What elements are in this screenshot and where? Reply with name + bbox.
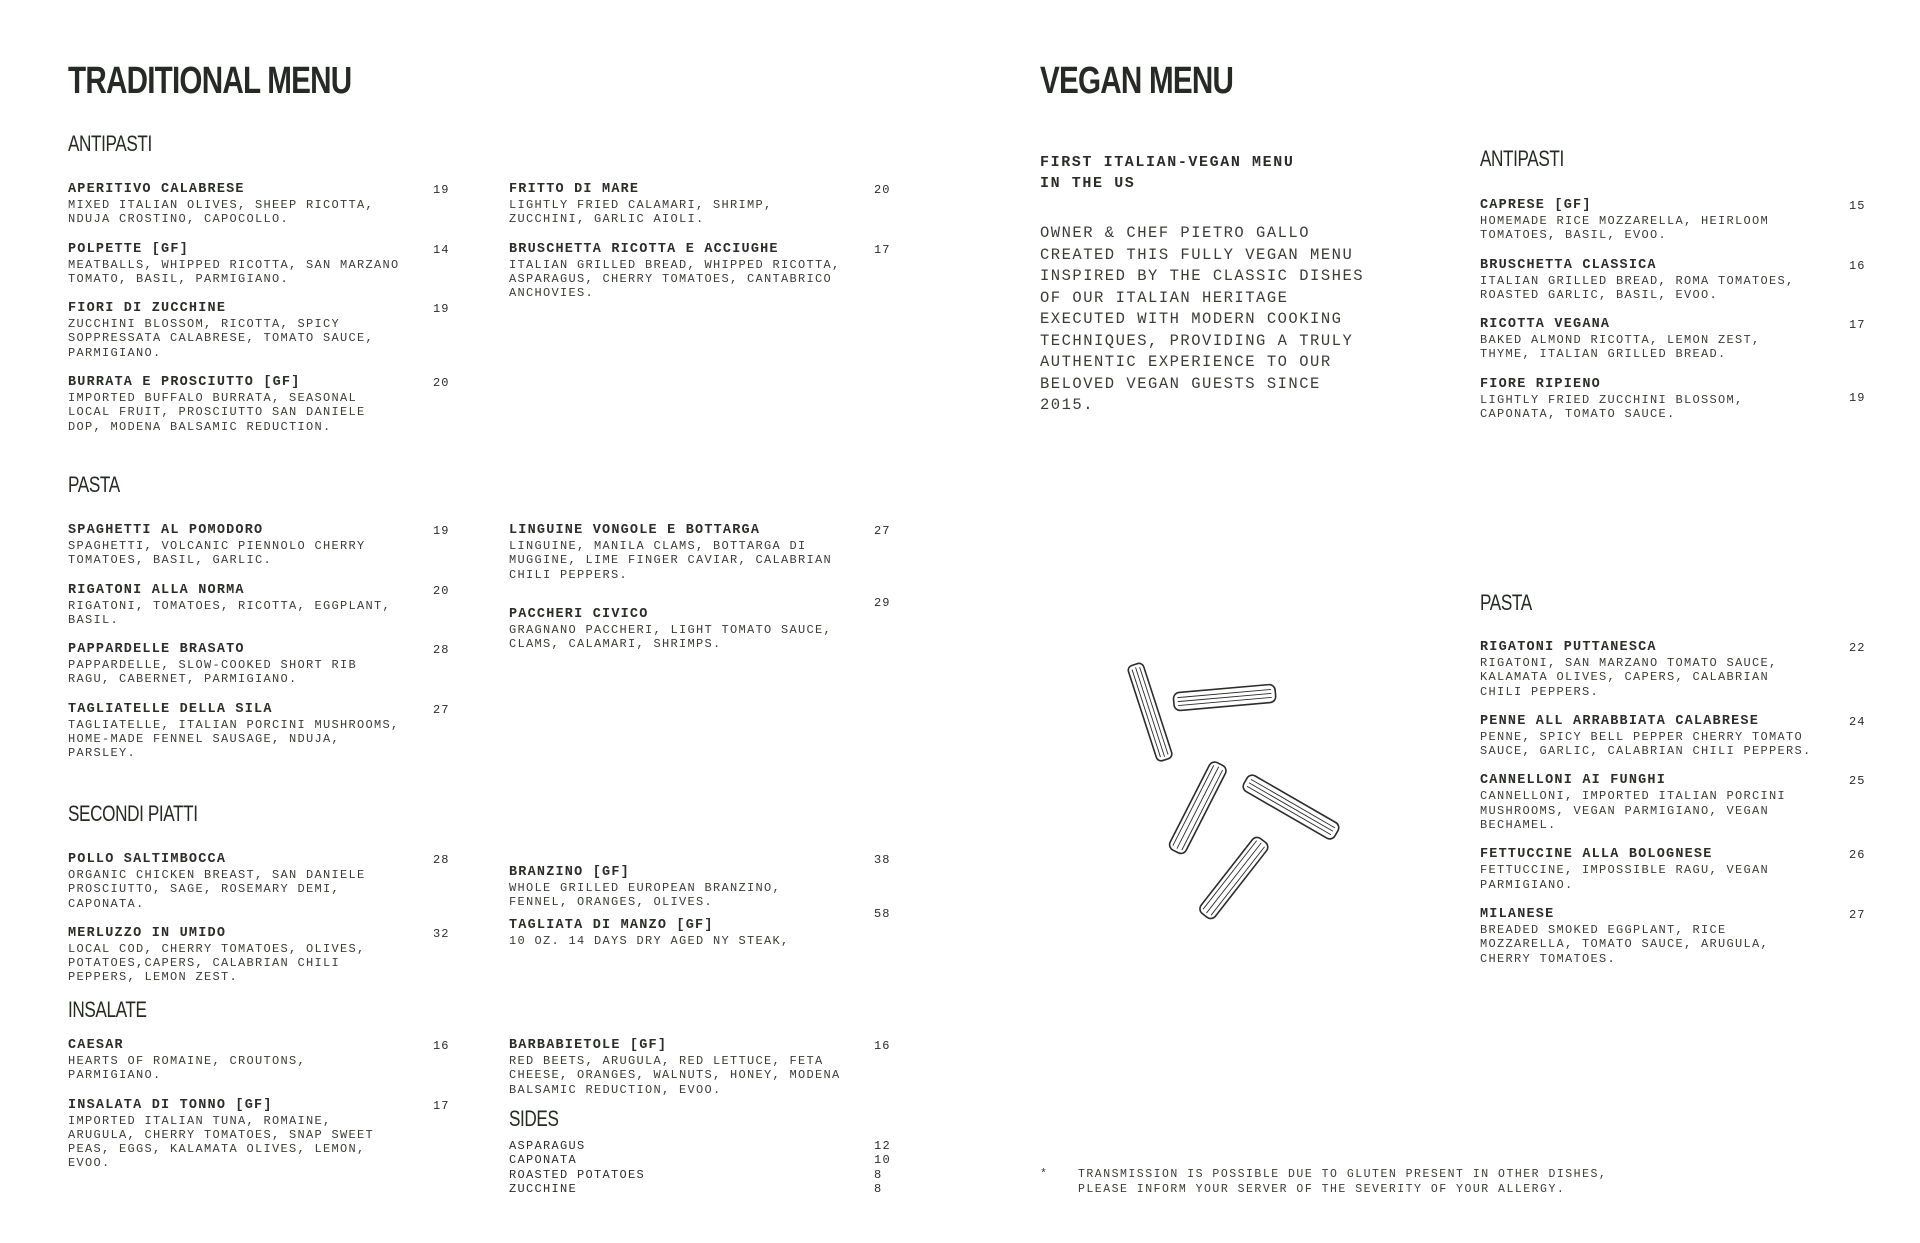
item-desc: MIXED ITALIAN OLIVES, SHEEP RICOTTA, NDUJA CROSTINO, CAPOCOLLO. bbox=[68, 198, 375, 227]
menu-item bbox=[68, 1098, 453, 1171]
vegan-pasta-list bbox=[1480, 640, 1865, 981]
trad-antipasti-col1 bbox=[68, 182, 453, 449]
item-desc: IMPORTED ITALIAN TUNA, ROMAINE, ARUGULA, CHERRY TOMATOES, SNAP SWEET PEAS, EGGS, KALAMATA OLIVES, LEMON, EVOO. bbox=[68, 1113, 375, 1171]
item-price: 19 bbox=[433, 302, 450, 317]
vegan-antipasti-list bbox=[1480, 198, 1865, 436]
item-name: FRITTO DI MARE bbox=[509, 182, 640, 197]
side-name: ZUCCHINE bbox=[509, 1181, 578, 1196]
menu-item bbox=[68, 301, 453, 360]
item-price: 27 bbox=[1849, 907, 1866, 922]
item-name: CANNELLONI AI FUNGHI bbox=[1480, 773, 1667, 789]
side-price: 8 bbox=[874, 1181, 883, 1196]
item-desc: GRAGNANO PACCHERI, LIGHT TOMATO SAUCE, CLAMS, CALAMARI, SHRIMPS. bbox=[509, 622, 833, 652]
item-name: LINGUINE VONGOLE E BOTTARGA bbox=[509, 523, 761, 538]
menu-item bbox=[68, 852, 453, 911]
menu-item bbox=[1480, 640, 1865, 699]
sides-list bbox=[509, 1139, 894, 1196]
item-name: APERITIVO CALABRESE bbox=[68, 182, 245, 197]
item-name: CAPRESE [GF] bbox=[1480, 198, 1592, 213]
item-name: TAGLIATELLE DELLA SILA bbox=[68, 701, 273, 717]
item-desc: ITALIAN GRILLED BREAD, WHIPPED RICOTTA, ASPARAGUS, CHERRY TOMATOES, CANTABRICO ANCHOVIES. bbox=[509, 257, 841, 301]
item-price: 24 bbox=[1849, 714, 1866, 729]
footnote-mark: * bbox=[1040, 1168, 1049, 1181]
side-name: CAPONATA bbox=[509, 1153, 578, 1168]
vegan-pasta-title: PASTA bbox=[1480, 590, 1532, 615]
item-name: POLLO SALTIMBOCCA bbox=[68, 852, 227, 867]
menu-item bbox=[509, 523, 894, 582]
item-desc: RIGATONI, SAN MARZANO TOMATO SAUCE, KALAMATA OLIVES, CAPERS, CALABRIAN CHILI PEPPERS. bbox=[1480, 656, 1778, 699]
item-name: FETTUCCINE ALLA BOLOGNESE bbox=[1480, 847, 1713, 863]
vegan-intro-text: OWNER & CHEF PIETRO GALLO CREATED THIS FULLY VEGAN MENU INSPIRED BY THE CLASSIC DISHES OF OUR ITALIAN HERITAGE EXECUTED WITH MODERN COOKING TECHNIQUES, PROVIDING A TRULY AUTHENTIC EXPERIENCE TO OUR BELOVED VEGAN GUESTS SINCE 2015. bbox=[1040, 224, 1365, 414]
item-name: BRUSCHETTA RICOTTA E ACCIUGHE bbox=[509, 241, 779, 257]
item-name: CAESAR bbox=[68, 1038, 124, 1053]
side-price: 10 bbox=[874, 1153, 892, 1168]
item-desc: BREADED SMOKED EGGPLANT, RICE MOZZARELLA, TOMATO SAUCE, ARUGULA, CHERRY TOMATOES. bbox=[1480, 922, 1770, 966]
gluten-footnote: TRANSMISSION IS POSSIBLE DUE TO GLUTEN PRESENT IN OTHER DISHES, PLEASE INFORM YOUR SERVER OF THE SEVERITY OF YOUR ALLERGY. bbox=[1078, 1168, 1608, 1196]
item-desc: PAPPARDELLE, SLOW-COOKED SHORT RIB RAGU, CABERNET, PARMIGIANO. bbox=[68, 658, 358, 687]
item-desc: SPAGHETTI, VOLCANIC PIENNOLO CHERRY TOMATOES, BASIL, GARLIC. bbox=[68, 539, 366, 568]
item-name: BARBABIETOLE [GF] bbox=[509, 1038, 668, 1053]
menu-item bbox=[68, 702, 453, 761]
side-price: 8 bbox=[874, 1167, 883, 1182]
item-name: RIGATONI ALLA NORMA bbox=[68, 582, 245, 598]
item-name: FIORE RIPIENO bbox=[1480, 376, 1601, 392]
trad-secondi-col2 bbox=[509, 852, 894, 963]
trad-insalate-title: INSALATE bbox=[68, 997, 147, 1022]
side-name: ROASTED POTATOES bbox=[509, 1167, 646, 1182]
penne-pasta-illustration bbox=[1100, 655, 1360, 925]
item-desc: MEATBALLS, WHIPPED RICOTTA, SAN MARZANO TOMATO, BASIL, PARMIGIANO. bbox=[68, 257, 400, 286]
trad-sides-title: SIDES bbox=[509, 1106, 559, 1131]
item-name: POLPETTE [GF] bbox=[68, 241, 189, 257]
item-desc: CANNELLONI, IMPORTED ITALIAN PORCINI MUSHROOMS, VEGAN PARMIGIANO, VEGAN BECHAMEL. bbox=[1480, 789, 1787, 833]
item-desc: BAKED ALMOND RICOTTA, LEMON ZEST, THYME, ITALIAN GRILLED BREAD. bbox=[1480, 333, 1761, 362]
menu-item bbox=[1480, 377, 1865, 422]
item-price: 20 bbox=[874, 183, 891, 197]
item-price: 16 bbox=[874, 1039, 891, 1053]
item-price: 38 bbox=[874, 853, 891, 867]
item-price: 58 bbox=[874, 906, 891, 921]
item-price: 28 bbox=[433, 643, 450, 658]
item-desc: 10 OZ. 14 DAYS DRY AGED NY STEAK, bbox=[509, 933, 790, 948]
item-desc: ZUCCHINI BLOSSOM, RICOTTA, SPICY SOPPRESSATA CALABRESE, TOMATO SAUCE, PARMIGIANO. bbox=[68, 317, 375, 360]
item-name: PACCHERI CIVICO bbox=[509, 606, 649, 622]
item-price: 19 bbox=[1849, 390, 1866, 405]
side-price: 12 bbox=[874, 1139, 892, 1153]
vegan-intro-heading: FIRST ITALIAN-VEGAN MENU IN THE US bbox=[1040, 154, 1295, 192]
item-name: TAGLIATA DI MANZO [GF] bbox=[509, 917, 714, 933]
item-desc: LOCAL COD, CHERRY TOMATOES, OLIVES, POTATOES,CAPERS, CALABRIAN CHILI PEPPERS, LEMON ZEST. bbox=[68, 941, 366, 985]
item-price: 25 bbox=[1849, 774, 1866, 789]
item-price: 28 bbox=[433, 853, 450, 867]
item-price: 26 bbox=[1849, 848, 1866, 863]
trad-pasta-col1 bbox=[68, 523, 453, 776]
trad-insalate-col1 bbox=[68, 1038, 453, 1186]
item-desc: FETTUCCINE, IMPOSSIBLE RAGU, VEGAN PARMIGIANO. bbox=[1480, 863, 1770, 892]
item-name: PAPPARDELLE BRASATO bbox=[68, 642, 245, 658]
item-price: 32 bbox=[433, 926, 450, 941]
menu-item bbox=[509, 242, 894, 301]
sides-row bbox=[509, 1139, 894, 1153]
menu-item bbox=[1480, 317, 1865, 362]
menu-item bbox=[68, 182, 453, 227]
menu-item bbox=[1480, 714, 1865, 759]
menu-item bbox=[509, 1038, 894, 1097]
item-desc: HEARTS OF ROMAINE, CROUTONS, PARMIGIANO. bbox=[68, 1054, 307, 1083]
item-name: RIGATONI PUTTANESCA bbox=[1480, 640, 1657, 655]
item-price: 17 bbox=[433, 1098, 450, 1113]
trad-pasta-title: PASTA bbox=[68, 472, 120, 497]
item-price: 20 bbox=[433, 583, 450, 598]
item-price: 16 bbox=[433, 1039, 450, 1053]
menu-item bbox=[68, 375, 453, 434]
item-price: 20 bbox=[433, 376, 450, 391]
item-name: BURRATA E PROSCIUTTO [GF] bbox=[68, 375, 301, 391]
trad-pasta-col2 bbox=[509, 523, 894, 666]
item-desc: IMPORTED BUFFALO BURRATA, SEASONAL LOCAL FRUIT, PROSCIUTTO SAN DANIELE DOP, MODENA BALSAMIC REDUCTION. bbox=[68, 391, 366, 434]
side-name: ASPARAGUS bbox=[509, 1139, 586, 1153]
item-name: MERLUZZO IN UMIDO bbox=[68, 925, 227, 941]
item-desc: RIGATONI, TOMATOES, RICOTTA, EGGPLANT, BASIL. bbox=[68, 598, 392, 627]
item-price: 27 bbox=[433, 702, 450, 717]
item-price: 19 bbox=[433, 183, 450, 197]
item-price: 17 bbox=[1849, 318, 1866, 333]
item-price: 22 bbox=[1849, 641, 1866, 655]
item-desc: ITALIAN GRILLED BREAD, ROMA TOMATOES, ROASTED GARLIC, BASIL, EVOO. bbox=[1480, 273, 1795, 302]
menu-item bbox=[1480, 773, 1865, 832]
item-name: INSALATA DI TONNO [GF] bbox=[68, 1097, 273, 1113]
menu-item bbox=[68, 926, 453, 985]
trad-insalate-col2 bbox=[509, 1038, 894, 1112]
menu-item bbox=[509, 906, 894, 948]
item-price: 29 bbox=[874, 595, 891, 610]
item-price: 15 bbox=[1849, 199, 1866, 213]
menu-item bbox=[509, 865, 894, 910]
vegan-antipasti-title: ANTIPASTI bbox=[1480, 146, 1564, 171]
item-price: 16 bbox=[1849, 258, 1866, 273]
menu-item bbox=[509, 595, 894, 652]
trad-secondi-title: SECONDI PIATTI bbox=[68, 801, 198, 826]
menu-item bbox=[1480, 907, 1865, 966]
item-price: 19 bbox=[433, 524, 450, 538]
item-desc: PENNE, SPICY BELL PEPPER CHERRY TOMATO SAUCE, GARLIC, CALABRIAN CHILI PEPPERS. bbox=[1480, 729, 1812, 759]
item-desc: WHOLE GRILLED EUROPEAN BRANZINO, FENNEL, ORANGES, OLIVES. bbox=[509, 881, 782, 910]
item-name: RICOTTA VEGANA bbox=[1480, 317, 1611, 333]
menu-item bbox=[1480, 258, 1865, 303]
item-desc: ORGANIC CHICKEN BREAST, SAN DANIELE PROSCIUTTO, SAGE, ROSEMARY DEMI, CAPONATA. bbox=[68, 868, 366, 911]
item-name: BRUSCHETTA CLASSICA bbox=[1480, 257, 1657, 273]
sides-row bbox=[509, 1153, 894, 1167]
menu-item bbox=[68, 642, 453, 687]
traditional-menu-title: TRADITIONAL MENU bbox=[68, 60, 352, 102]
item-price: 27 bbox=[874, 524, 891, 538]
item-desc: LIGHTLY FRIED CALAMARI, SHRIMP, ZUCCHINI, GARLIC AIOLI. bbox=[509, 198, 773, 227]
trad-antipasti-title: ANTIPASTI bbox=[68, 131, 152, 156]
sides-row bbox=[509, 1168, 894, 1182]
menu-item bbox=[68, 583, 453, 628]
item-desc: TAGLIATELLE, ITALIAN PORCINI MUSHROOMS, HOME-MADE FENNEL SAUSAGE, NDUJA, PARSLEY. bbox=[68, 717, 400, 761]
item-name: SPAGHETTI AL POMODORO bbox=[68, 523, 264, 538]
item-desc: LIGHTLY FRIED ZUCCHINI BLOSSOM, CAPONATA, TOMATO SAUCE. bbox=[1480, 392, 1744, 422]
item-desc: RED BEETS, ARUGULA, RED LETTUCE, FETA CHEESE, ORANGES, WALNUTS, HONEY, MODENA BALSAMIC REDUCTION, EVOO. bbox=[509, 1054, 841, 1097]
menu-item bbox=[68, 1038, 453, 1083]
item-price: 14 bbox=[433, 242, 450, 257]
menu-item bbox=[1480, 198, 1865, 243]
sides-row bbox=[509, 1182, 894, 1196]
item-price: 17 bbox=[874, 242, 891, 257]
item-desc: LINGUINE, MANILA CLAMS, BOTTARGA DI MUGGINE, LIME FINGER CAVIAR, CALABRIAN CHILI PEPPERS. bbox=[509, 539, 833, 582]
vegan-menu-title: VEGAN MENU bbox=[1040, 60, 1234, 102]
menu-item bbox=[68, 523, 453, 568]
item-name: BRANZINO [GF] bbox=[509, 865, 630, 880]
menu-item bbox=[68, 242, 453, 287]
item-desc: HOMEMADE RICE MOZZARELLA, HEIRLOOM TOMATOES, BASIL, EVOO. bbox=[1480, 214, 1770, 243]
item-name: PENNE ALL ARRABBIATA CALABRESE bbox=[1480, 713, 1760, 729]
trad-secondi-col1 bbox=[68, 852, 453, 1000]
menu-item bbox=[1480, 847, 1865, 892]
item-name: MILANESE bbox=[1480, 906, 1555, 922]
item-name: FIORI DI ZUCCHINE bbox=[68, 301, 227, 317]
menu-item bbox=[509, 182, 894, 227]
trad-antipasti-col2 bbox=[509, 182, 894, 315]
